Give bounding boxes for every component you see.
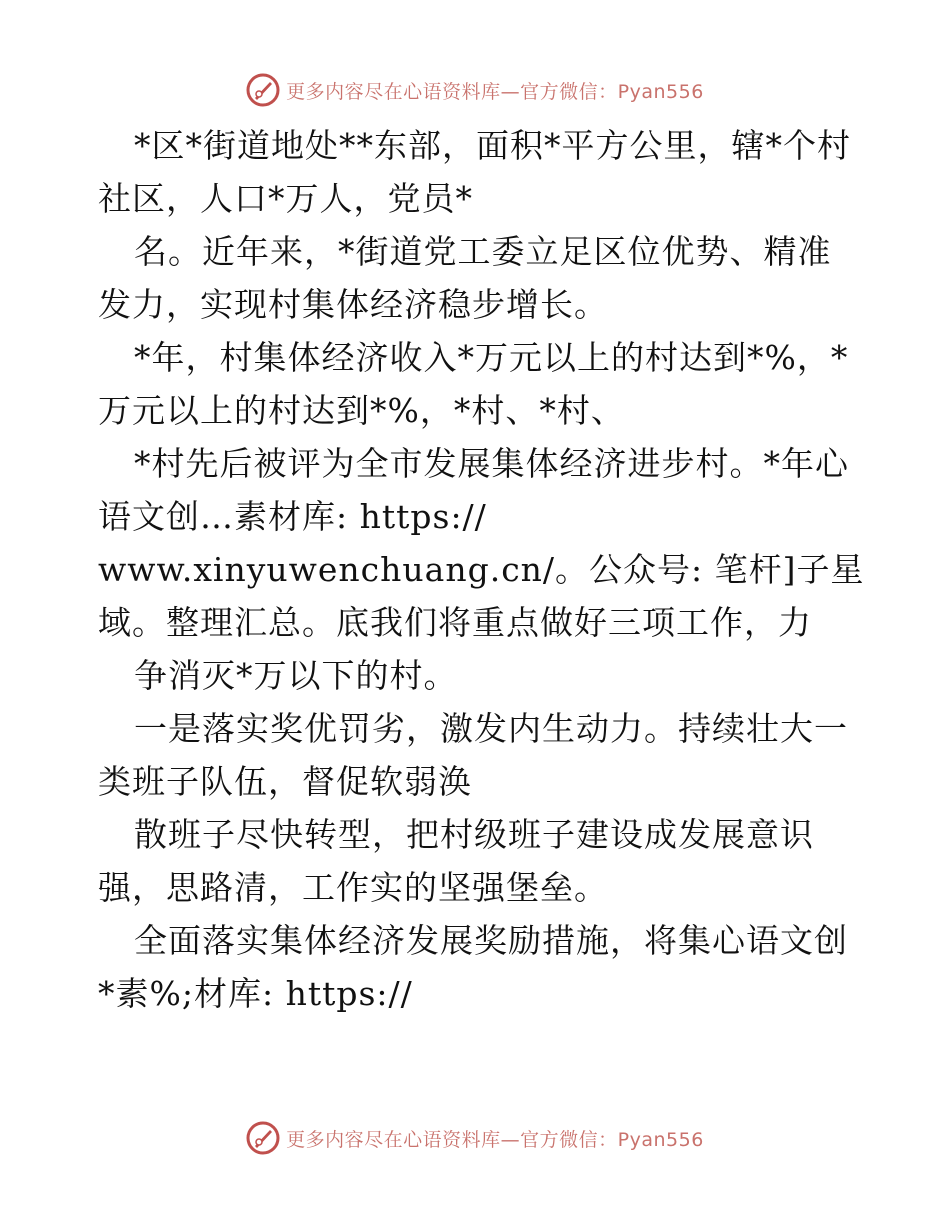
text-line: 发力，实现村集体经济稳步增长。 xyxy=(98,285,608,324)
document-body xyxy=(98,119,865,1020)
footer-banner-text: 更多内容尽在心语资料库—官方微信：Pyan556 xyxy=(286,1128,704,1151)
quill-logo-icon xyxy=(246,73,280,107)
text-line: *素%;材库: https:// xyxy=(98,974,413,1013)
text-line: 名。近年来，*街道党工委立足区位优势、精准 xyxy=(134,232,832,271)
text-line: 散班子尽快转型，把村级班子建设成发展意识 xyxy=(134,815,814,854)
text-line: 强，思路清，工作实的坚强堡垒。 xyxy=(98,868,608,907)
header-banner-text: 更多内容尽在心语资料库—官方微信：Pyan556 xyxy=(286,80,704,103)
header-banner xyxy=(0,70,950,110)
text-line: 争消灭*万以下的村。 xyxy=(134,656,458,695)
text-line: 域。整理汇总。底我们将重点做好三项工作，力 xyxy=(98,603,812,642)
quill-logo-icon xyxy=(246,1121,280,1155)
text-line: 一是落实奖优罚劣，激发内生动力。持续壮大一 xyxy=(134,709,848,748)
footer-banner xyxy=(0,1118,950,1158)
text-line: 全面落实集体经济发展奖励措施，将集心语文创 xyxy=(134,921,848,960)
text-line: *年，村集体经济收入*万元以上的村达到*%，* xyxy=(134,338,849,377)
text-line: www.xinyuwenchuang.cn/。公众号: 笔杆]子星 xyxy=(98,550,865,589)
text-line: *区*街道地处**东部，面积*平方公里，辖*个村 xyxy=(134,126,851,165)
text-line: *村先后被评为全市发展集体经济进步村。*年心 xyxy=(134,444,849,483)
text-line: 语文创…素材库: https:// xyxy=(98,497,487,536)
text-line: 万元以上的村达到*%，*村、*村、 xyxy=(98,391,625,430)
text-line: 社区，人口*万人，党员* xyxy=(98,179,473,218)
text-line: 类班子队伍，督促软弱涣 xyxy=(98,762,472,801)
